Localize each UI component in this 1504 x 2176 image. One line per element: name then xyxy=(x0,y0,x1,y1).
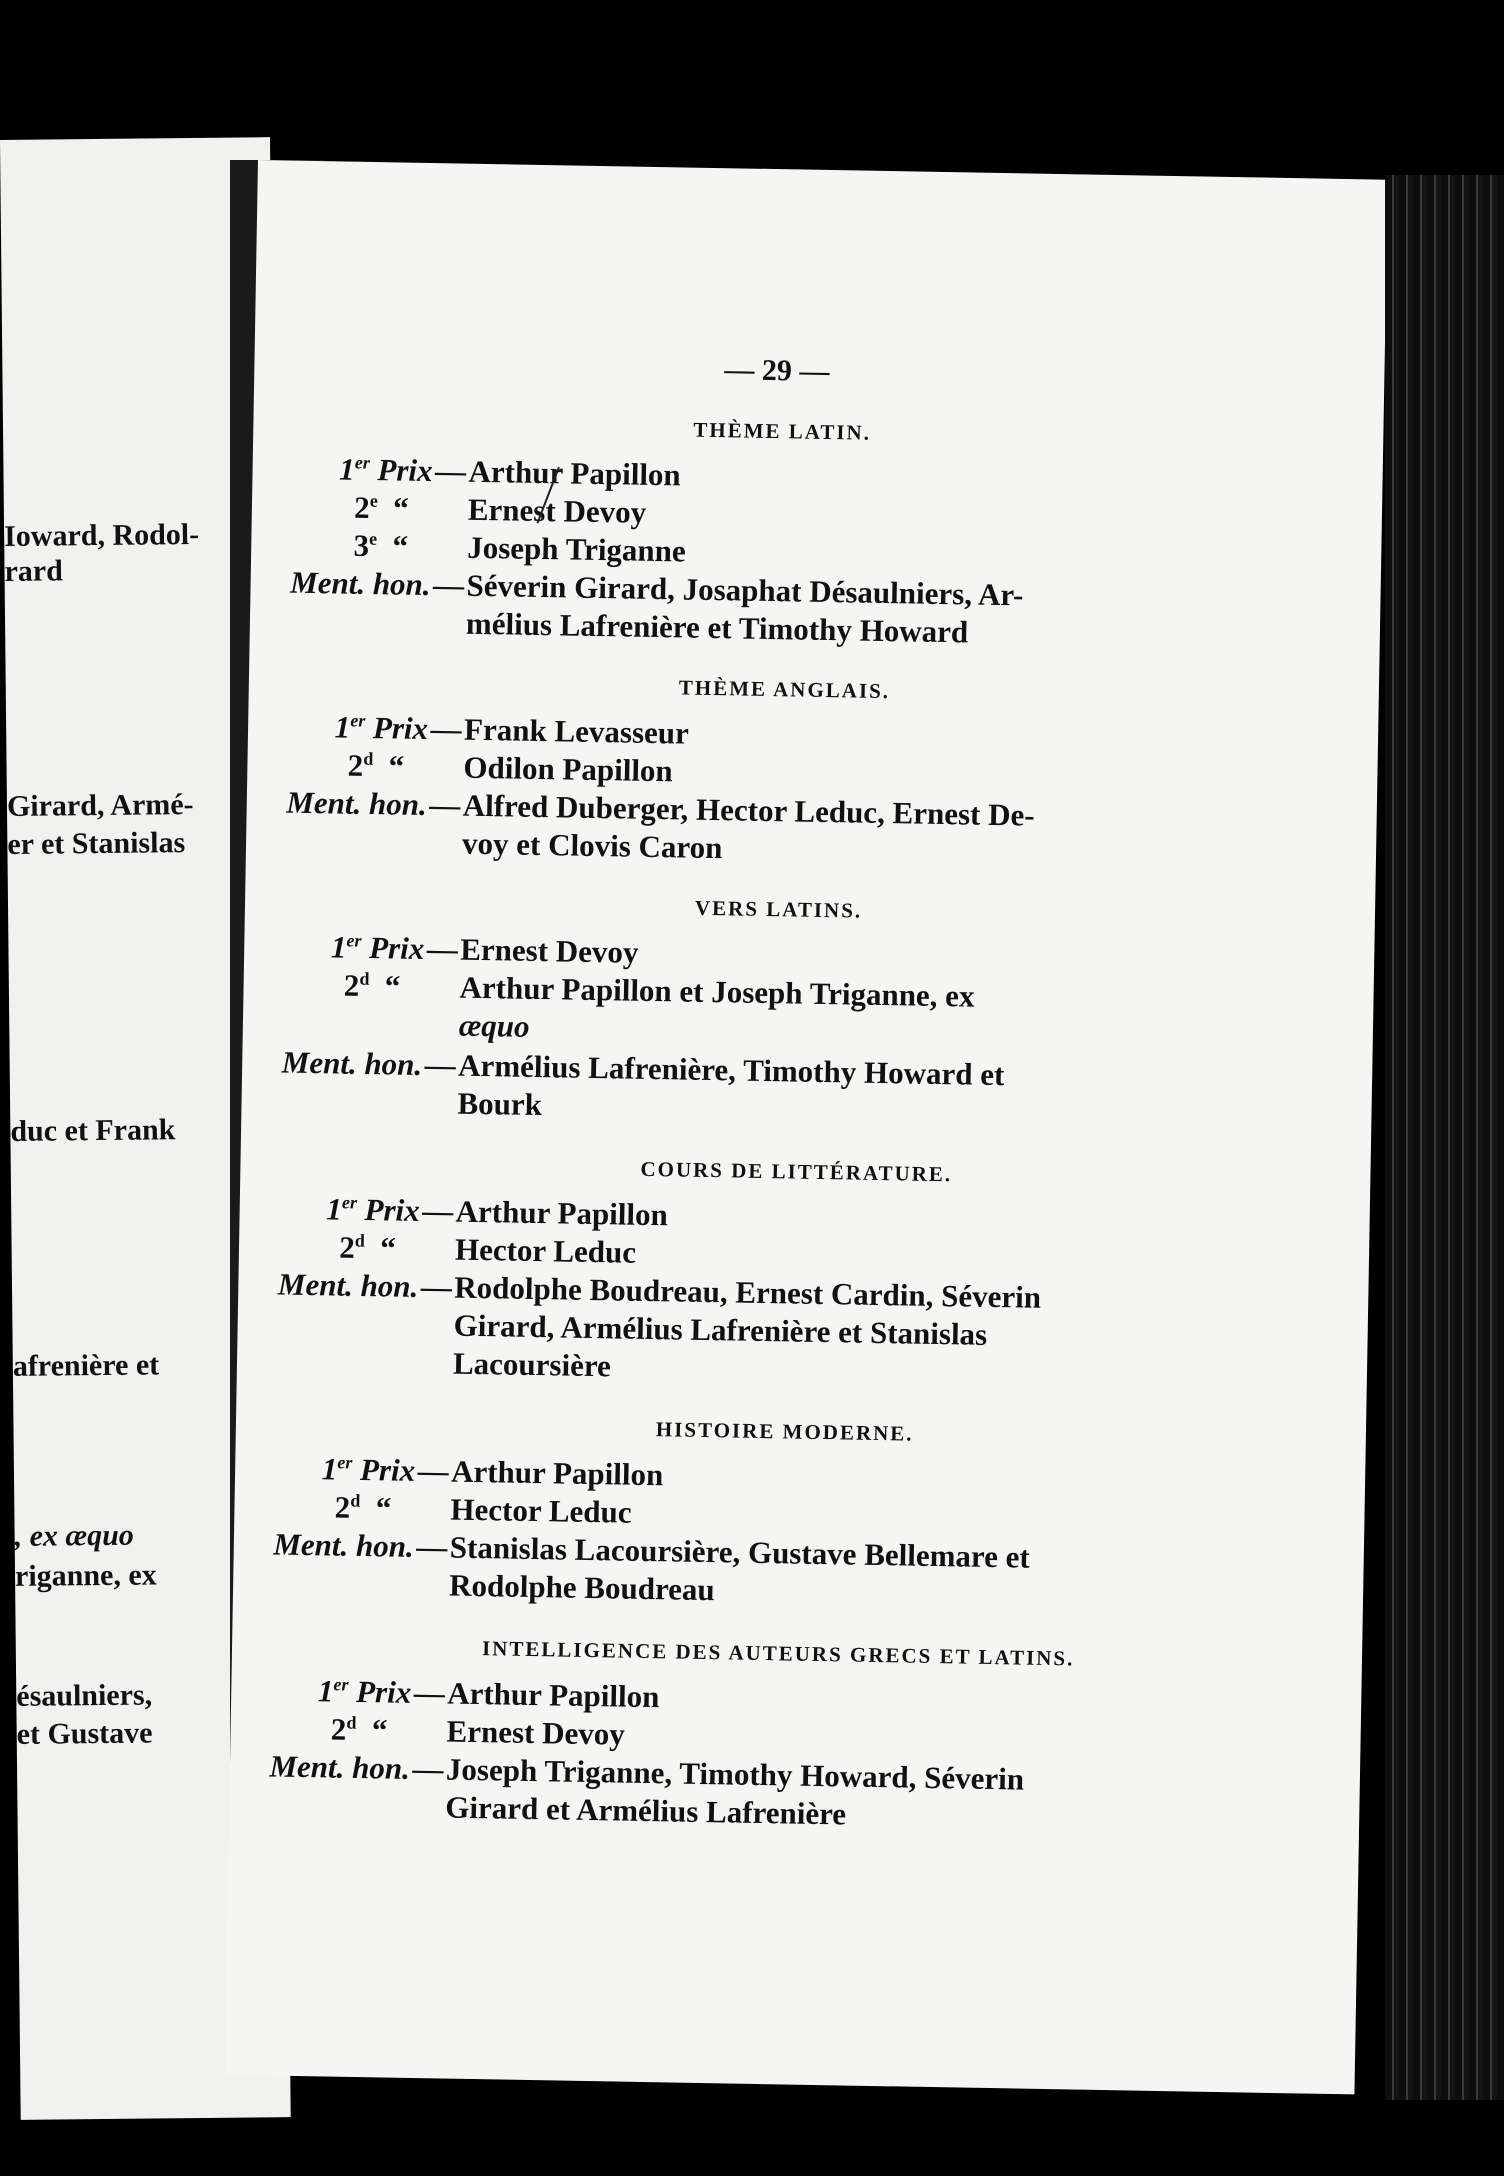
entry-sep: — xyxy=(432,567,465,603)
page-number: — 29 — xyxy=(724,353,830,389)
left-fragment: er et Stanislas xyxy=(7,826,186,861)
entry-continuation: Lacoursière xyxy=(452,1345,612,1384)
entry-text: Rodolphe Boudreau, Ernest Cardin, Séverin xyxy=(454,1269,1042,1315)
entry-label: Ment. hon. xyxy=(277,1266,419,1304)
entry-continuation: voy et Clovis Caron xyxy=(461,825,723,866)
left-fragment: et Gustave xyxy=(16,1716,153,1751)
entry-sep xyxy=(427,777,463,778)
entry-continuation: mélius Lafrenière et Timothy Howard xyxy=(465,605,969,650)
entry-text: Hector Leduc xyxy=(454,1231,637,1270)
section-title: THÈME LATIN. xyxy=(693,417,872,445)
section-title: INTELLIGENCE DES AUTEURS GRECS ET LATINS. xyxy=(481,1636,1075,1671)
left-fragment: afrenière et xyxy=(12,1348,160,1383)
entry-sep: — xyxy=(412,1750,444,1787)
entry-sep: — xyxy=(424,1047,457,1083)
entry-label: Ment. hon. xyxy=(281,1044,423,1083)
entry-text: Frank Levasseur xyxy=(463,711,690,751)
entry-continuation: æquo xyxy=(458,1007,530,1044)
entry-text: Arthur Papillon xyxy=(468,453,682,493)
entry-text: Ernest Devoy xyxy=(467,491,647,530)
entry-sep: — xyxy=(434,453,467,489)
entry-text: Hector Leduc xyxy=(450,1491,632,1530)
entry-text: Armélius Lafrenière, Timothy Howard et xyxy=(457,1047,1005,1093)
entry-text: Arthur Papillon xyxy=(455,1193,669,1233)
entry-sep xyxy=(414,1519,450,1520)
entry-label: Ment. hon. xyxy=(269,1748,411,1786)
entry-continuation: Girard et Armélius Lafrenière xyxy=(444,1789,847,1832)
entry-label: 1er Prix xyxy=(338,451,433,489)
entry-label: 2$^d$ “ xyxy=(347,747,428,785)
entry-text: Odilon Papillon xyxy=(463,749,674,789)
entry-label: 2$^d$ “ xyxy=(338,1229,420,1266)
entry-sep: — xyxy=(420,1269,453,1305)
entry-sep xyxy=(431,557,467,558)
entry-label: 1er Prix xyxy=(330,929,425,967)
entry-line xyxy=(272,1044,1005,1097)
left-fragment: Girard, Armé- xyxy=(6,788,194,823)
entry-sep: — xyxy=(430,711,462,747)
entry-label: 2$^d$ “ xyxy=(334,1489,415,1526)
entry-label: 2$^d$ “ xyxy=(343,967,424,1005)
entry-text: Ernest Devoy xyxy=(459,931,639,970)
entry-label: 1er Prix xyxy=(321,1451,416,1488)
entry-text: Stanislas Lacoursière, Gustave Bellemare et xyxy=(449,1529,1031,1575)
section-title: VERS LATINS. xyxy=(694,895,863,923)
entry-sep: — xyxy=(428,787,461,823)
entry-continuation: Girard, Armélius Lafrenière et Stanislas xyxy=(453,1307,988,1352)
entry-label: 1er Prix xyxy=(317,1673,412,1710)
entry-sep: — xyxy=(413,1674,446,1711)
entry-text: Arthur Papillon xyxy=(446,1675,660,1715)
entry-sep: — xyxy=(417,1452,449,1489)
entry-text: Joseph Triganne, Timothy Howard, Séverin xyxy=(445,1751,1025,1797)
section-title: COURS DE LITTÉRATURE. xyxy=(640,1156,953,1187)
main-page xyxy=(225,160,1388,2094)
entry-label: 2e “ xyxy=(353,489,433,527)
section-title: THÈME ANGLAIS. xyxy=(678,675,891,704)
left-fragment: riganne, ex xyxy=(14,1558,157,1593)
section-title: HISTOIRE MODERNE. xyxy=(655,1417,914,1446)
entry-text: Ernest Devoy xyxy=(446,1713,626,1752)
entry-text: Alfred Duberger, Hector Leduc, Ernest De- xyxy=(462,787,1035,833)
entry-label: Ment. hon. xyxy=(273,1526,415,1564)
entry-sep xyxy=(423,997,459,998)
entry-label: 3e “ xyxy=(353,527,432,565)
left-fragment: Ioward, Rodol- xyxy=(3,517,200,553)
entry-continuation: Rodolphe Boudreau xyxy=(448,1567,716,1608)
left-fragment: ésaulniers, xyxy=(16,1678,153,1713)
page-edges xyxy=(1385,175,1504,2100)
entry-sep xyxy=(432,519,468,520)
entry-text: Arthur Papillon et Joseph Triganne, ex xyxy=(459,969,975,1014)
entry-label: Ment. hon. xyxy=(286,784,428,823)
entry-label: 2$^d$ “ xyxy=(330,1711,411,1748)
entry-sep: — xyxy=(416,1528,448,1565)
left-fragment: , ex æquo xyxy=(14,1518,134,1553)
entry-sep: — xyxy=(426,931,459,967)
entry-text: Séverin Girard, Josaphat Désaulniers, Ar- xyxy=(466,567,1024,613)
entry-label: 1er Prix xyxy=(334,709,429,747)
left-fragment: duc et Frank xyxy=(10,1113,176,1148)
entry-continuation: Bourk xyxy=(457,1085,543,1123)
entry-label: Ment. hon. xyxy=(289,564,431,603)
entry-line xyxy=(273,966,975,1018)
entry-label: 1er Prix xyxy=(326,1191,420,1228)
left-fragment: rard xyxy=(4,554,64,588)
entry-sep xyxy=(419,1259,455,1260)
entry-text: Arthur Papillon xyxy=(450,1453,664,1493)
entry-text: Joseph Triganne xyxy=(466,529,687,569)
entry-sep xyxy=(410,1741,446,1742)
entry-sep: — xyxy=(421,1193,454,1229)
